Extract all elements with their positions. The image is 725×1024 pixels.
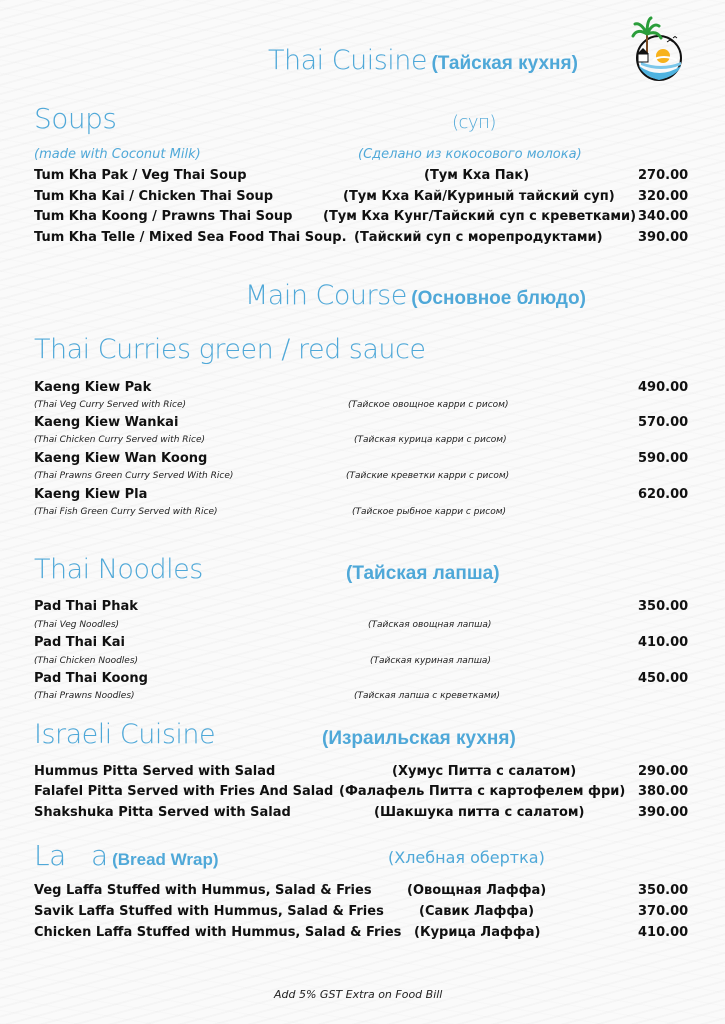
curry-item-name: Kaeng Kiew Pla — [34, 487, 148, 502]
curry-item-price: 490.00 — [638, 380, 689, 395]
israeli-heading-ru: (Израильская кухня) — [322, 728, 516, 749]
curry-item-price: 590.00 — [638, 451, 689, 466]
israeli-item-ru: (Шакшука питта с салатом) — [374, 805, 585, 820]
noodle-item-price: 450.00 — [638, 671, 689, 686]
israeli-item-ru: (Хумус Питта с салатом) — [392, 764, 577, 779]
soup-item-name: Tum Kha Kai / Chicken Thai Soup — [34, 189, 274, 204]
soup-item-name: Tum Kha Koong / Prawns Thai Soup — [34, 209, 293, 224]
curry-item-desc: (Thai Prawns Green Curry Served With Rice) — [34, 471, 234, 481]
laffa-item-price: 350.00 — [638, 883, 689, 898]
soup-item-ru: (Тум Кха Кунг/Тайский суп с креветками) — [323, 209, 637, 224]
soup-item-price: 270.00 — [638, 168, 689, 183]
gst-footer-note: Add 5% GST Extra on Food Bill — [274, 988, 443, 1001]
soup-item-name: Tum Kha Pak / Veg Thai Soup — [34, 168, 247, 183]
israeli-item-price: 290.00 — [638, 764, 689, 779]
laffa-title: La a — [34, 839, 108, 872]
laffa-item-ru: (Курица Лаффа) — [414, 925, 541, 940]
laffa-heading-ru: (Хлебная обертка) — [388, 848, 545, 867]
curry-item-price: 570.00 — [638, 415, 689, 430]
soups-note: (made with Coconut Milk) — [34, 147, 201, 162]
noodles-heading-ru: (Тайская лапша) — [346, 563, 500, 584]
main-course-title: Main Course — [245, 280, 407, 311]
soup-item-price: 320.00 — [638, 189, 689, 204]
soup-item-price: 390.00 — [638, 230, 689, 245]
curry-item-ru: (Тайское овощное карри с рисом) — [348, 400, 509, 410]
noodle-item-price: 410.00 — [638, 635, 689, 650]
soup-item-price: 340.00 — [638, 209, 689, 224]
noodle-item-name: Pad Thai Kai — [34, 635, 125, 650]
curry-item-ru: (Тайские креветки карри с рисом) — [346, 471, 510, 481]
israeli-item-name: Falafel Pitta Served with Fries And Salad — [34, 784, 334, 799]
curry-item-desc: (Thai Veg Curry Served with Rice) — [34, 400, 186, 410]
noodle-item-name: Pad Thai Koong — [34, 671, 148, 686]
israeli-item-name: Hummus Pitta Served with Salad — [34, 764, 276, 779]
laffa-item-name: Savik Laffa Stuffed with Hummus, Salad & Fries — [34, 904, 384, 919]
noodle-item-desc: (Thai Veg Noodles) — [34, 620, 120, 630]
curry-item-ru: (Тайское рыбное карри с рисом) — [352, 507, 507, 517]
page-title — [268, 45, 578, 76]
curry-item-ru: (Тайская курица карри с рисом) — [354, 435, 507, 445]
laffa-item-price: 370.00 — [638, 904, 689, 919]
laffa-item-name: Chicken Laffa Stuffed with Hummus, Salad & Fries — [34, 925, 402, 940]
soup-item-ru: (Тум Кха Кай/Куриный тайский суп) — [343, 189, 615, 204]
laffa-heading — [34, 839, 219, 872]
israeli-item-ru: (Фалафель Питта с картофелем фри) — [339, 784, 626, 799]
israeli-item-price: 380.00 — [638, 784, 689, 799]
israeli-item-name: Shakshuka Pitta Served with Salad — [34, 805, 291, 820]
curry-item-desc: (Thai Chicken Curry Served with Rice) — [34, 435, 206, 445]
soup-item-ru: (Тайский суп с морепродуктами) — [354, 230, 603, 245]
noodle-item-desc: (Thai Prawns Noodles) — [34, 691, 135, 701]
curry-item-name: Kaeng Kiew Wankai — [34, 415, 179, 430]
laffa-item-ru: (Савик Лаффа) — [419, 904, 535, 919]
noodles-heading: Thai Noodles — [34, 554, 203, 585]
curry-item-desc: (Thai Fish Green Curry Served with Rice) — [34, 507, 218, 517]
soups-note-ru: (Сделано из кокосового молока) — [358, 147, 582, 162]
palm-beach-logo-icon — [627, 14, 687, 84]
laffa-item-name: Veg Laffa Stuffed with Hummus, Salad & Fries — [34, 883, 372, 898]
noodle-item-ru: (Тайская лапша с креветками) — [354, 691, 500, 701]
main-course-title-ru: (Основное блюдо) — [411, 288, 586, 309]
curry-item-price: 620.00 — [638, 487, 689, 502]
israeli-item-price: 390.00 — [638, 805, 689, 820]
noodle-item-name: Pad Thai Phak — [34, 599, 138, 614]
soup-item-ru: (Тум Кха Пак) — [424, 168, 530, 183]
soups-heading-ru: (суп) — [452, 112, 496, 133]
soup-item-name: Tum Kha Telle / Mixed Sea Food Thai Soup. — [34, 230, 347, 245]
noodle-item-ru: (Тайская овощная лапша) — [368, 620, 492, 630]
israeli-heading: Israeli Cuisine — [34, 719, 216, 750]
page-title-text: Thai Cuisine — [268, 45, 427, 76]
noodle-item-desc: (Thai Chicken Noodles) — [34, 656, 139, 666]
laffa-item-price: 410.00 — [638, 925, 689, 940]
page-title-ru: (Тайская кухня) — [431, 53, 578, 74]
curries-heading: Thai Curries green / red sauce — [34, 334, 426, 365]
curry-item-name: Kaeng Kiew Pak — [34, 380, 152, 395]
noodle-item-price: 350.00 — [638, 599, 689, 614]
noodle-item-ru: (Тайская куриная лапша) — [370, 656, 491, 666]
laffa-item-ru: (Овощная Лаффа) — [407, 883, 547, 898]
main-course-heading — [245, 280, 586, 311]
laffa-title-sub: (Bread Wrap) — [112, 850, 219, 869]
soups-heading: Soups — [34, 102, 117, 135]
curry-item-name: Kaeng Kiew Wan Koong — [34, 451, 208, 466]
